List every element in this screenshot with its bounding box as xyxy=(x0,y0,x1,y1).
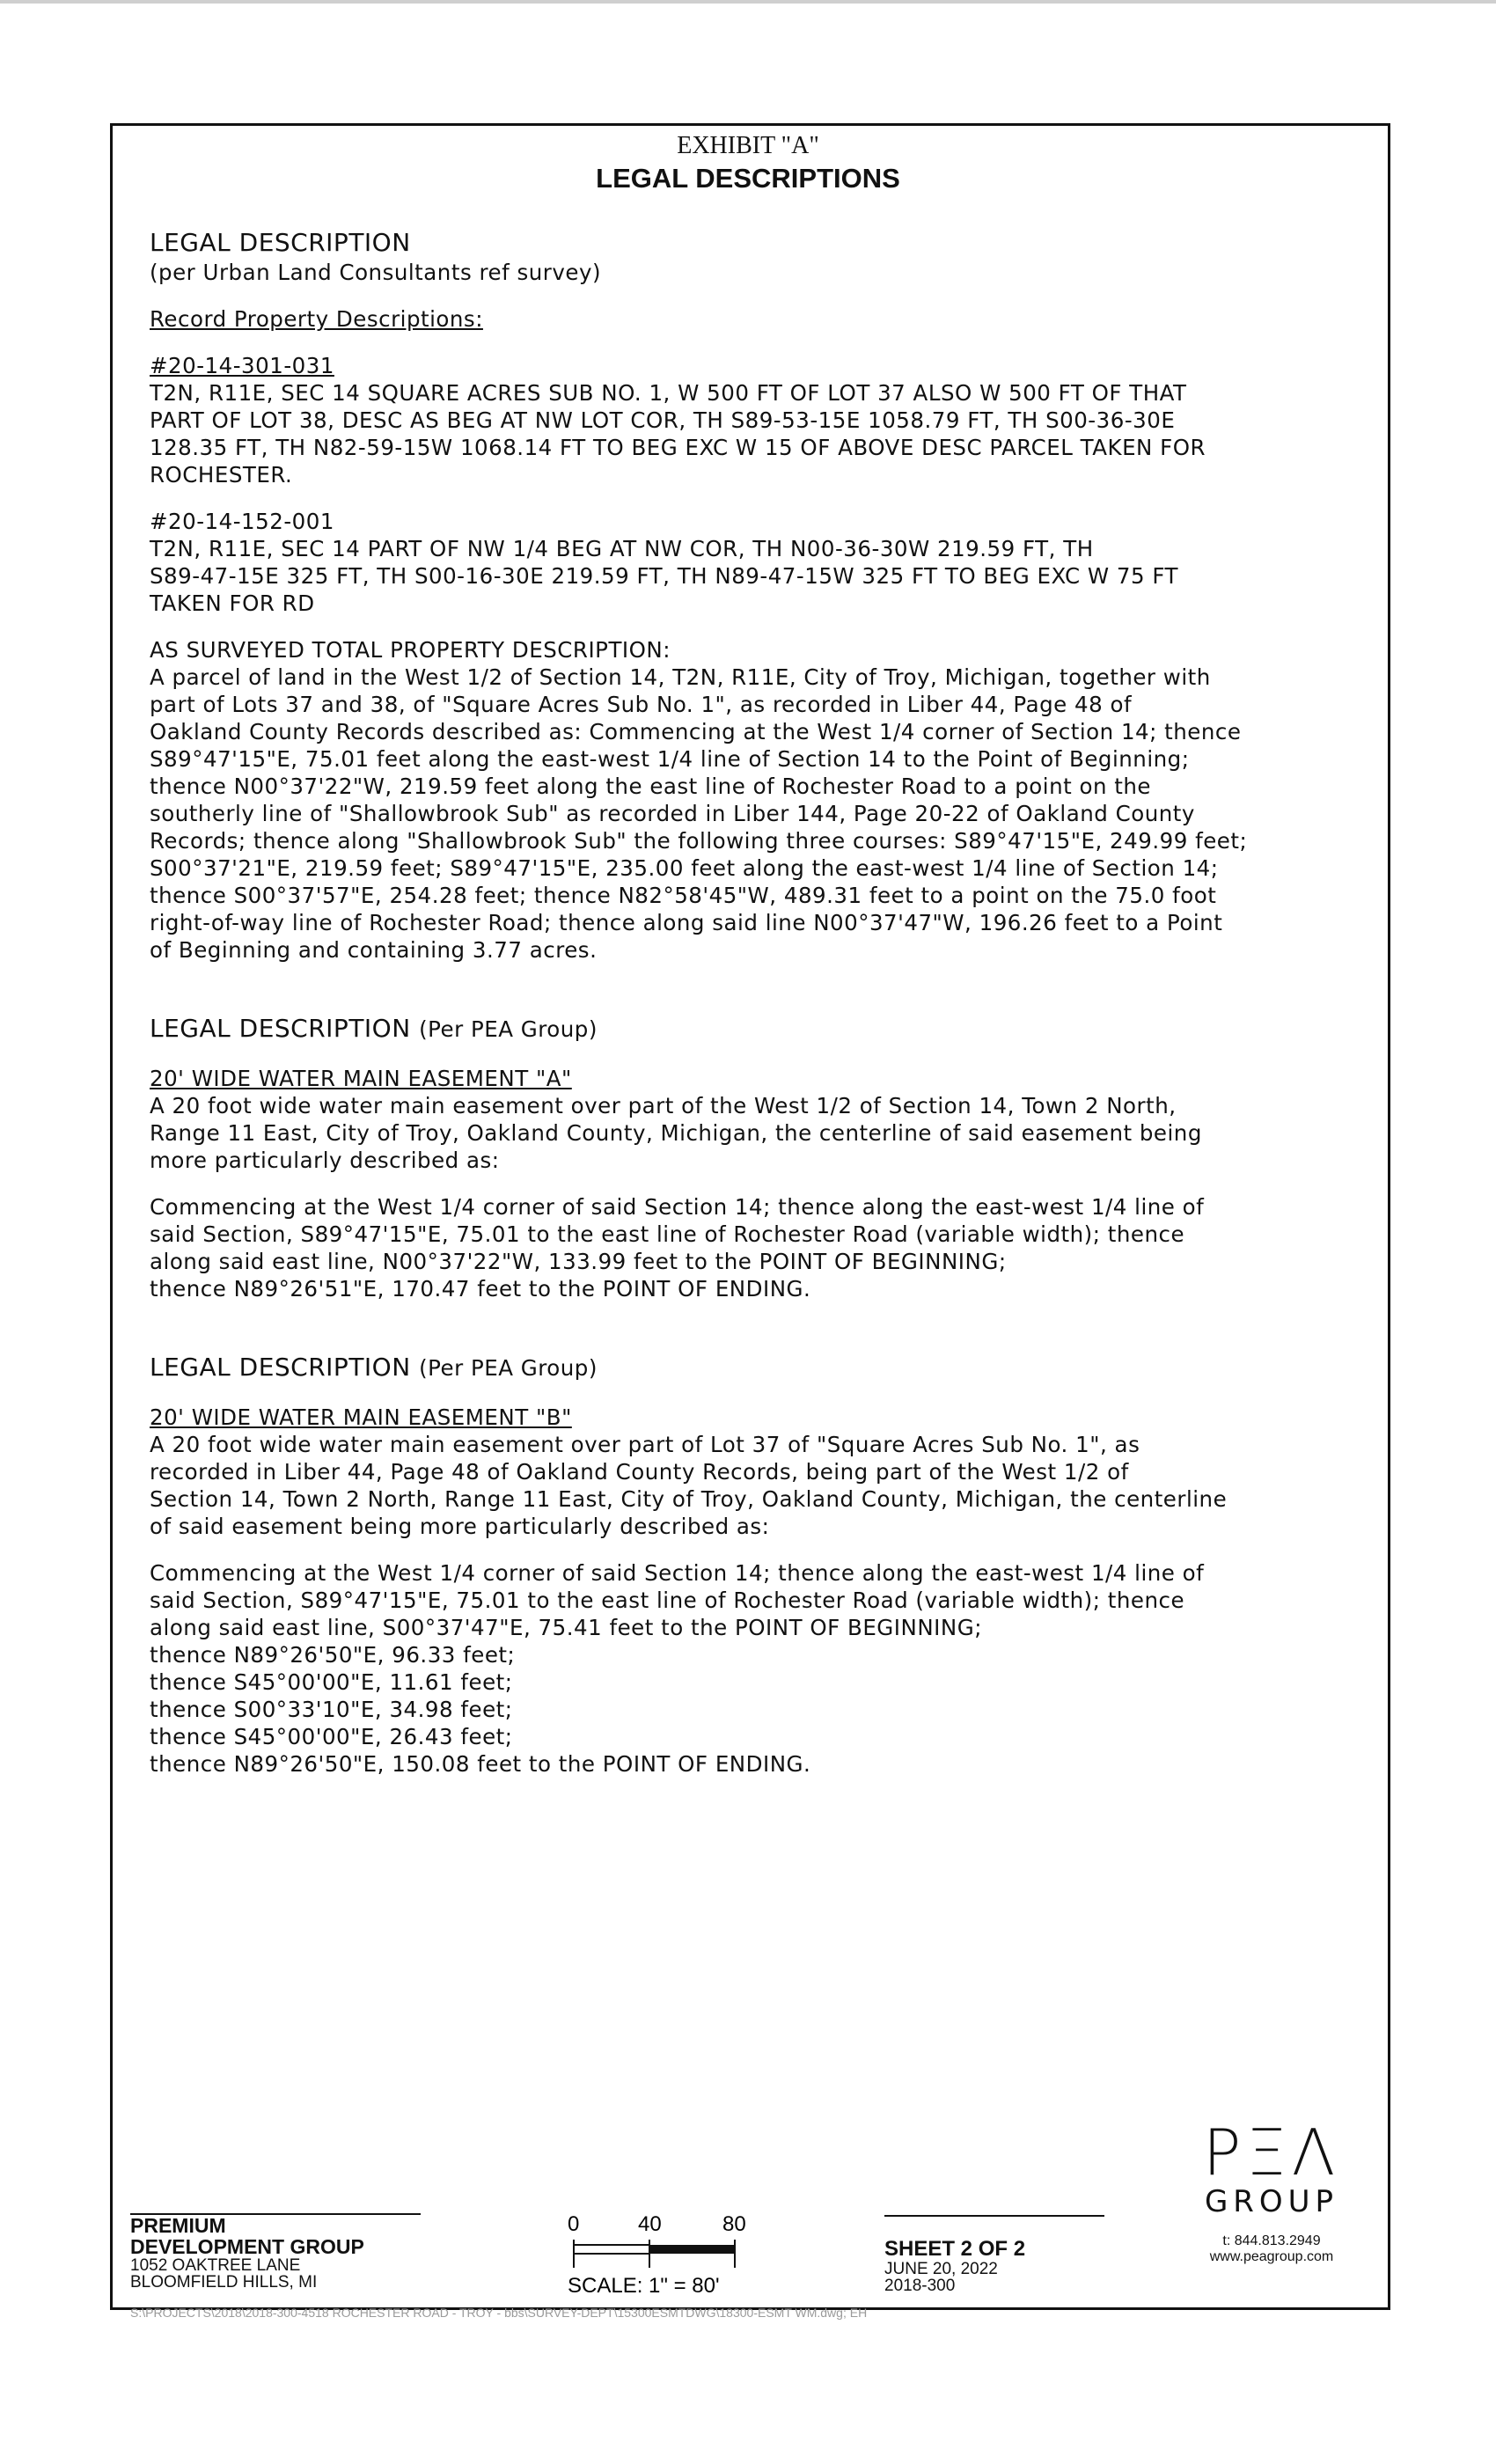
logo-wordmark: GROUP xyxy=(1204,2184,1339,2219)
text-line: recorded in Liber 44, Page 48 of Oakland County Records, being part of the West 1/2 of xyxy=(150,1459,1129,1485)
text-line: S89-47-15E 325 FT, TH S00-16-30E 219.59 FT, TH N89-47-15W 325 FT TO BEG EXC W 75 FT xyxy=(150,563,1178,589)
text-line: thence S45°00'00"E, 11.61 feet; xyxy=(150,1669,513,1695)
surveyed-description xyxy=(150,664,1364,964)
job-number: 2018-300 xyxy=(884,2277,956,2295)
text-line: thence N89°26'51"E, 170.47 feet to the POINT OF ENDING. xyxy=(150,1276,811,1302)
text-line: ROCHESTER. xyxy=(150,462,293,488)
text-line: S89°47'15"E, 75.01 feet along the east-west 1/4 line of Section 14 to the Point of Beginning; xyxy=(150,746,1190,772)
text-line: TAKEN FOR RD xyxy=(150,590,315,616)
section-heading-text: LEGAL DESCRIPTION xyxy=(150,1014,411,1043)
scale-tick-80: 80 xyxy=(722,2212,746,2236)
parcel-id: #20-14-301-031 xyxy=(150,353,334,378)
scale-segment-filled xyxy=(649,2245,735,2254)
client-name-line1: PREMIUM xyxy=(130,2214,226,2237)
section-heading xyxy=(150,1013,1364,1045)
record-heading: Record Property Descriptions: xyxy=(150,306,483,332)
scale-tick-0: 0 xyxy=(568,2212,580,2236)
sheet-number: SHEET 2 OF 2 xyxy=(884,2237,1026,2261)
text-line: T2N, R11E, SEC 14 SQUARE ACRES SUB NO. 1, W 500 FT OF LOT 37 ALSO W 500 FT OF THAT xyxy=(150,380,1187,406)
easement-heading: 20' WIDE WATER MAIN EASEMENT "A" xyxy=(150,1066,572,1091)
text-line: thence N00°37'22"W, 219.59 feet along the east line of Rochester Road to a point on the xyxy=(150,774,1151,799)
sheet-info xyxy=(884,2238,1025,2294)
text-line: Section 14, Town 2 North, Range 11 East, City of Troy, Oakland County, Michigan, the centerline xyxy=(150,1486,1228,1512)
scale-segment-open xyxy=(574,2245,649,2254)
text-line: along said east line, S00°37'47"E, 75.41 feet to the POINT OF BEGINNING; xyxy=(150,1615,982,1640)
divider xyxy=(884,2215,1104,2217)
text-line: A parcel of land in the West 1/2 of Section 14, T2N, R11E, City of Troy, Michigan, together with xyxy=(150,664,1211,690)
easement-courses xyxy=(150,1193,1364,1302)
easement-intro xyxy=(150,1431,1364,1540)
text-line: thence N89°26'50"E, 96.33 feet; xyxy=(150,1642,516,1668)
text-line: right-of-way line of Rochester Road; thence along said line N00°37'47"W, 196.26 feet to a Point xyxy=(150,910,1223,935)
client-name-line2: DEVELOPMENT GROUP xyxy=(130,2235,364,2258)
text-line: Records; thence along "Shallowbrook Sub" the following three courses: S89°47'15"E, 249.99 feet; xyxy=(150,828,1248,854)
section-source: (per Urban Land Consultants ref survey) xyxy=(150,260,602,285)
company-website: www.peagroup.com xyxy=(1209,2249,1334,2264)
scan-edge xyxy=(0,0,1496,4)
sheet-date: JUNE 20, 2022 xyxy=(884,2260,998,2278)
text-line: thence N89°26'50"E, 150.08 feet to the POINT OF ENDING. xyxy=(150,1751,811,1777)
text-line: A 20 foot wide water main easement over part of Lot 37 of "Square Acres Sub No. 1", as xyxy=(150,1432,1140,1457)
document-body xyxy=(150,227,1364,1778)
text-line: of Beginning and containing 3.77 acres. xyxy=(150,937,598,963)
parcel-id: #20-14-152-001 xyxy=(150,509,334,534)
text-line: T2N, R11E, SEC 14 PART OF NW 1/4 BEG AT NW COR, TH N00-36-30W 219.59 FT, TH xyxy=(150,536,1094,561)
company-phone: t: 844.813.2949 xyxy=(1222,2233,1321,2248)
easement-courses xyxy=(150,1559,1364,1778)
title-block xyxy=(123,2116,1382,2301)
text-line: thence S45°00'00"E, 26.43 feet; xyxy=(150,1724,513,1749)
section-heading-text: LEGAL DESCRIPTION xyxy=(150,1353,411,1382)
logo-mark: PΞΛ xyxy=(1202,2116,1341,2189)
text-line: PART OF LOT 38, DESC AS BEG AT NW LOT COR, TH S89-53-15E 1058.79 FT, TH S00-36-30E xyxy=(150,407,1176,433)
text-line: along said east line, N00°37'22"W, 133.99 feet to the POINT OF BEGINNING; xyxy=(150,1249,1007,1274)
text-line: said Section, S89°47'15"E, 75.01 to the east line of Rochester Road (variable width); thence xyxy=(150,1588,1185,1613)
text-line: said Section, S89°47'15"E, 75.01 to the east line of Rochester Road (variable width); thence xyxy=(150,1221,1185,1247)
pea-group-logo xyxy=(1170,2116,1373,2265)
text-line: Commencing at the West 1/4 corner of said Section 14; thence along the east-west 1/4 line of xyxy=(150,1194,1205,1220)
page-title: LEGAL DESCRIPTIONS xyxy=(596,163,900,194)
scale-bar xyxy=(444,2204,761,2301)
text-line: southerly line of "Shallowbrook Sub" as recorded in Liber 144, Page 20-22 of Oakland County xyxy=(150,801,1195,826)
client-address: 1052 OAKTREE LANE xyxy=(130,2256,301,2275)
parcel-description xyxy=(150,379,1364,488)
scale-tick-40: 40 xyxy=(638,2212,662,2236)
easement-intro xyxy=(150,1092,1364,1174)
file-path: S:\PROJECTS\2018\2018-300-4518 ROCHESTER ROAD - TROY - bbs\SURVEY-DEPT\15300ESMTDWG\18300-ESMT WM.dwg; EH xyxy=(130,2306,868,2320)
text-line: S00°37'21"E, 219.59 feet; S89°47'15"E, 235.00 feet along the east-west 1/4 line of Section 14; xyxy=(150,855,1219,881)
client-block xyxy=(130,2215,364,2291)
text-line: thence S00°33'10"E, 34.98 feet; xyxy=(150,1697,513,1722)
section-source: (Per PEA Group) xyxy=(419,1355,598,1381)
parcel-description xyxy=(150,535,1364,617)
section-heading xyxy=(150,1352,1364,1384)
section-heading-text: LEGAL DESCRIPTION xyxy=(150,228,411,257)
scale-label: SCALE: 1" = 80' xyxy=(568,2274,720,2298)
text-line: Oakland County Records described as: Commencing at the West 1/4 corner of Section 14; thence xyxy=(150,719,1242,744)
section-heading xyxy=(150,227,1364,259)
text-line: part of Lots 37 and 38, of "Square Acres Sub No. 1", as recorded in Liber 44, Page 48 of xyxy=(150,692,1133,717)
easement-heading: 20' WIDE WATER MAIN EASEMENT "B" xyxy=(150,1404,572,1430)
text-line: A 20 foot wide water main easement over part of the West 1/2 of Section 14, Town 2 North, xyxy=(150,1093,1177,1118)
text-line: more particularly described as: xyxy=(150,1148,500,1173)
section-source: (Per PEA Group) xyxy=(419,1016,598,1042)
text-line: Range 11 East, City of Troy, Oakland County, Michigan, the centerline of said easement being xyxy=(150,1120,1202,1146)
surveyed-heading: AS SURVEYED TOTAL PROPERTY DESCRIPTION: xyxy=(150,637,671,663)
exhibit-label: EXHIBIT "A" xyxy=(677,132,819,159)
text-line: thence S00°37'57"E, 254.28 feet; thence N82°58'45"W, 489.31 feet to a point on the 75.0 foot xyxy=(150,883,1217,908)
text-line: Commencing at the West 1/4 corner of said Section 14; thence along the east-west 1/4 line of xyxy=(150,1560,1205,1586)
client-city: BLOOMFIELD HILLS, MI xyxy=(130,2273,318,2292)
text-line: of said easement being more particularly described as: xyxy=(150,1514,770,1539)
text-line: 128.35 FT, TH N82-59-15W 1068.14 FT TO BEG EXC W 15 OF ABOVE DESC PARCEL TAKEN FOR xyxy=(150,435,1206,460)
